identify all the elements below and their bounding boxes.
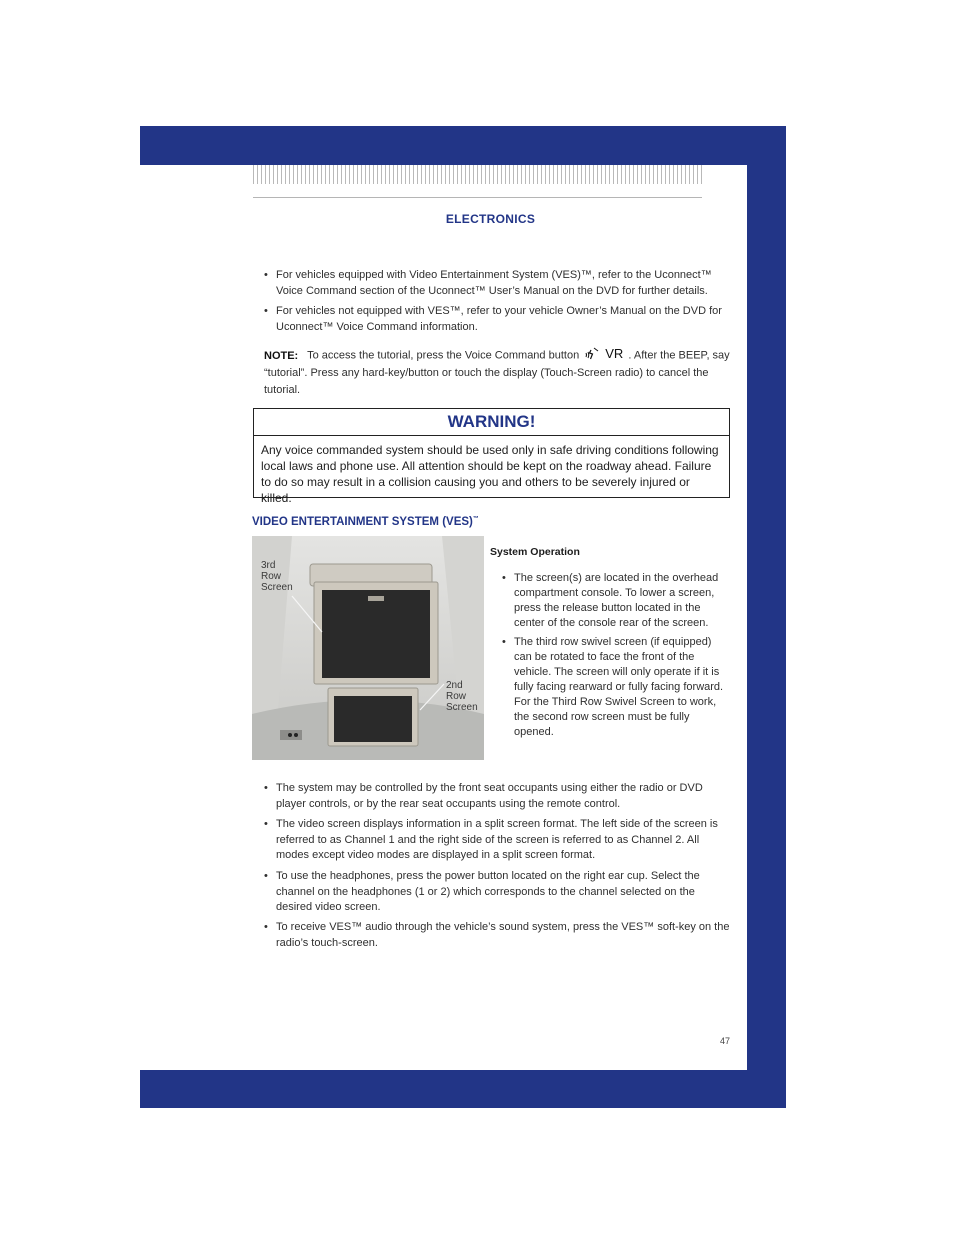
list-item-text: The screen(s) are located in the overhead compartment console. To lower a screen, press the release button located in the center of the console rear of the screen. bbox=[514, 572, 719, 629]
header-tick-strip bbox=[253, 165, 703, 184]
second-row-screen-label: 2nd Row Screen bbox=[446, 680, 478, 713]
warning-box bbox=[253, 408, 730, 505]
ves-section-title bbox=[252, 516, 479, 528]
warning-body: Any voice commanded system should be used only in safe driving conditions following local laws and phone use. All attention should be kept on the roadway ahead. Failure to do so may result in a collision causing you and others to be severely injured or killed. bbox=[261, 443, 719, 505]
note-text-after: . After the BEEP, say “tutorial”. Press any hard-key/button or touch the display (Touch-Screen radio) to cancel the tutorial. bbox=[264, 349, 730, 396]
section-title: ELECTRONICS bbox=[445, 212, 536, 226]
ves-screens-photo bbox=[252, 536, 484, 760]
list-item bbox=[264, 817, 731, 864]
bullet-dot: • bbox=[264, 269, 268, 281]
list-item-text: The system may be controlled by the front seat occupants using either the radio or DVD player controls, or by the rear seat occupants using the remote control. bbox=[276, 782, 703, 810]
page-frame-top bbox=[140, 126, 786, 165]
vr-label: VR bbox=[605, 346, 624, 361]
list-item bbox=[502, 635, 732, 740]
voice-command-button-symbol bbox=[584, 345, 623, 362]
bullet-dot: • bbox=[264, 818, 268, 830]
bullet-dot: • bbox=[502, 636, 506, 648]
note-label: NOTE: bbox=[264, 349, 299, 362]
header-rule bbox=[253, 197, 702, 198]
note-paragraph bbox=[264, 345, 731, 399]
list-item-text: The third row swivel screen (if equipped) can be rotated to face the front of the vehicle. The screen will only operate if it is fully facing rearward or fully facing forward. For the Third Row Swivel Screen to work, the second row screen must be fully opened. bbox=[514, 636, 724, 738]
list-item bbox=[264, 920, 731, 951]
bullet-dot: • bbox=[502, 572, 506, 584]
page-frame-right bbox=[747, 126, 786, 1108]
list-item bbox=[264, 304, 731, 335]
list-item-text: To receive VES™ audio through the vehicle’s sound system, press the VES™ soft-key on the radio’s touch-screen. bbox=[276, 921, 730, 949]
warning-title: WARNING! bbox=[254, 409, 729, 436]
third-row-screen-label: 3rd Row Screen bbox=[261, 560, 293, 593]
page-number: 47 bbox=[719, 1036, 730, 1046]
system-operation-heading: System Operation bbox=[490, 546, 580, 558]
bullet-dot: • bbox=[264, 870, 268, 882]
voice-command-icon bbox=[584, 347, 602, 361]
note-text-before: To access the tutorial, press the Voice Command button bbox=[307, 349, 580, 362]
list-item-text: The video screen displays information in a split screen format. The left side of the screen is referred to as Channel 1 and the right side of the screen is referred to as Channel 2. All modes except video modes are displayed in a split screen format. bbox=[276, 818, 718, 861]
list-item-text: For vehicles not equipped with VES™, refer to your vehicle Owner’s Manual on the DVD for Uconnect™ Voice Command information. bbox=[276, 305, 722, 333]
list-item bbox=[264, 781, 731, 812]
page-frame-bottom bbox=[140, 1070, 786, 1108]
list-item-text: To use the headphones, press the power button located on the right ear cup. Select the channel on the headphones (1 or 2) which corresponds to the channel selected on the desired video screen. bbox=[276, 870, 700, 913]
bullet-dot: • bbox=[264, 305, 268, 317]
list-item-text: For vehicles equipped with Video Entertainment System (VES)™, refer to the Uconnect™ Voice Command section of the Uconnect™ User’s Manual on the DVD for further details. bbox=[276, 269, 712, 297]
bullet-dot: • bbox=[264, 782, 268, 794]
list-item bbox=[264, 268, 731, 299]
list-item bbox=[264, 869, 731, 916]
bullet-dot: • bbox=[264, 921, 268, 933]
list-item bbox=[502, 571, 732, 631]
ves-title-text: VIDEO ENTERTAINMENT SYSTEM (VES) bbox=[252, 516, 473, 528]
trademark-mark: ™ bbox=[472, 516, 479, 523]
